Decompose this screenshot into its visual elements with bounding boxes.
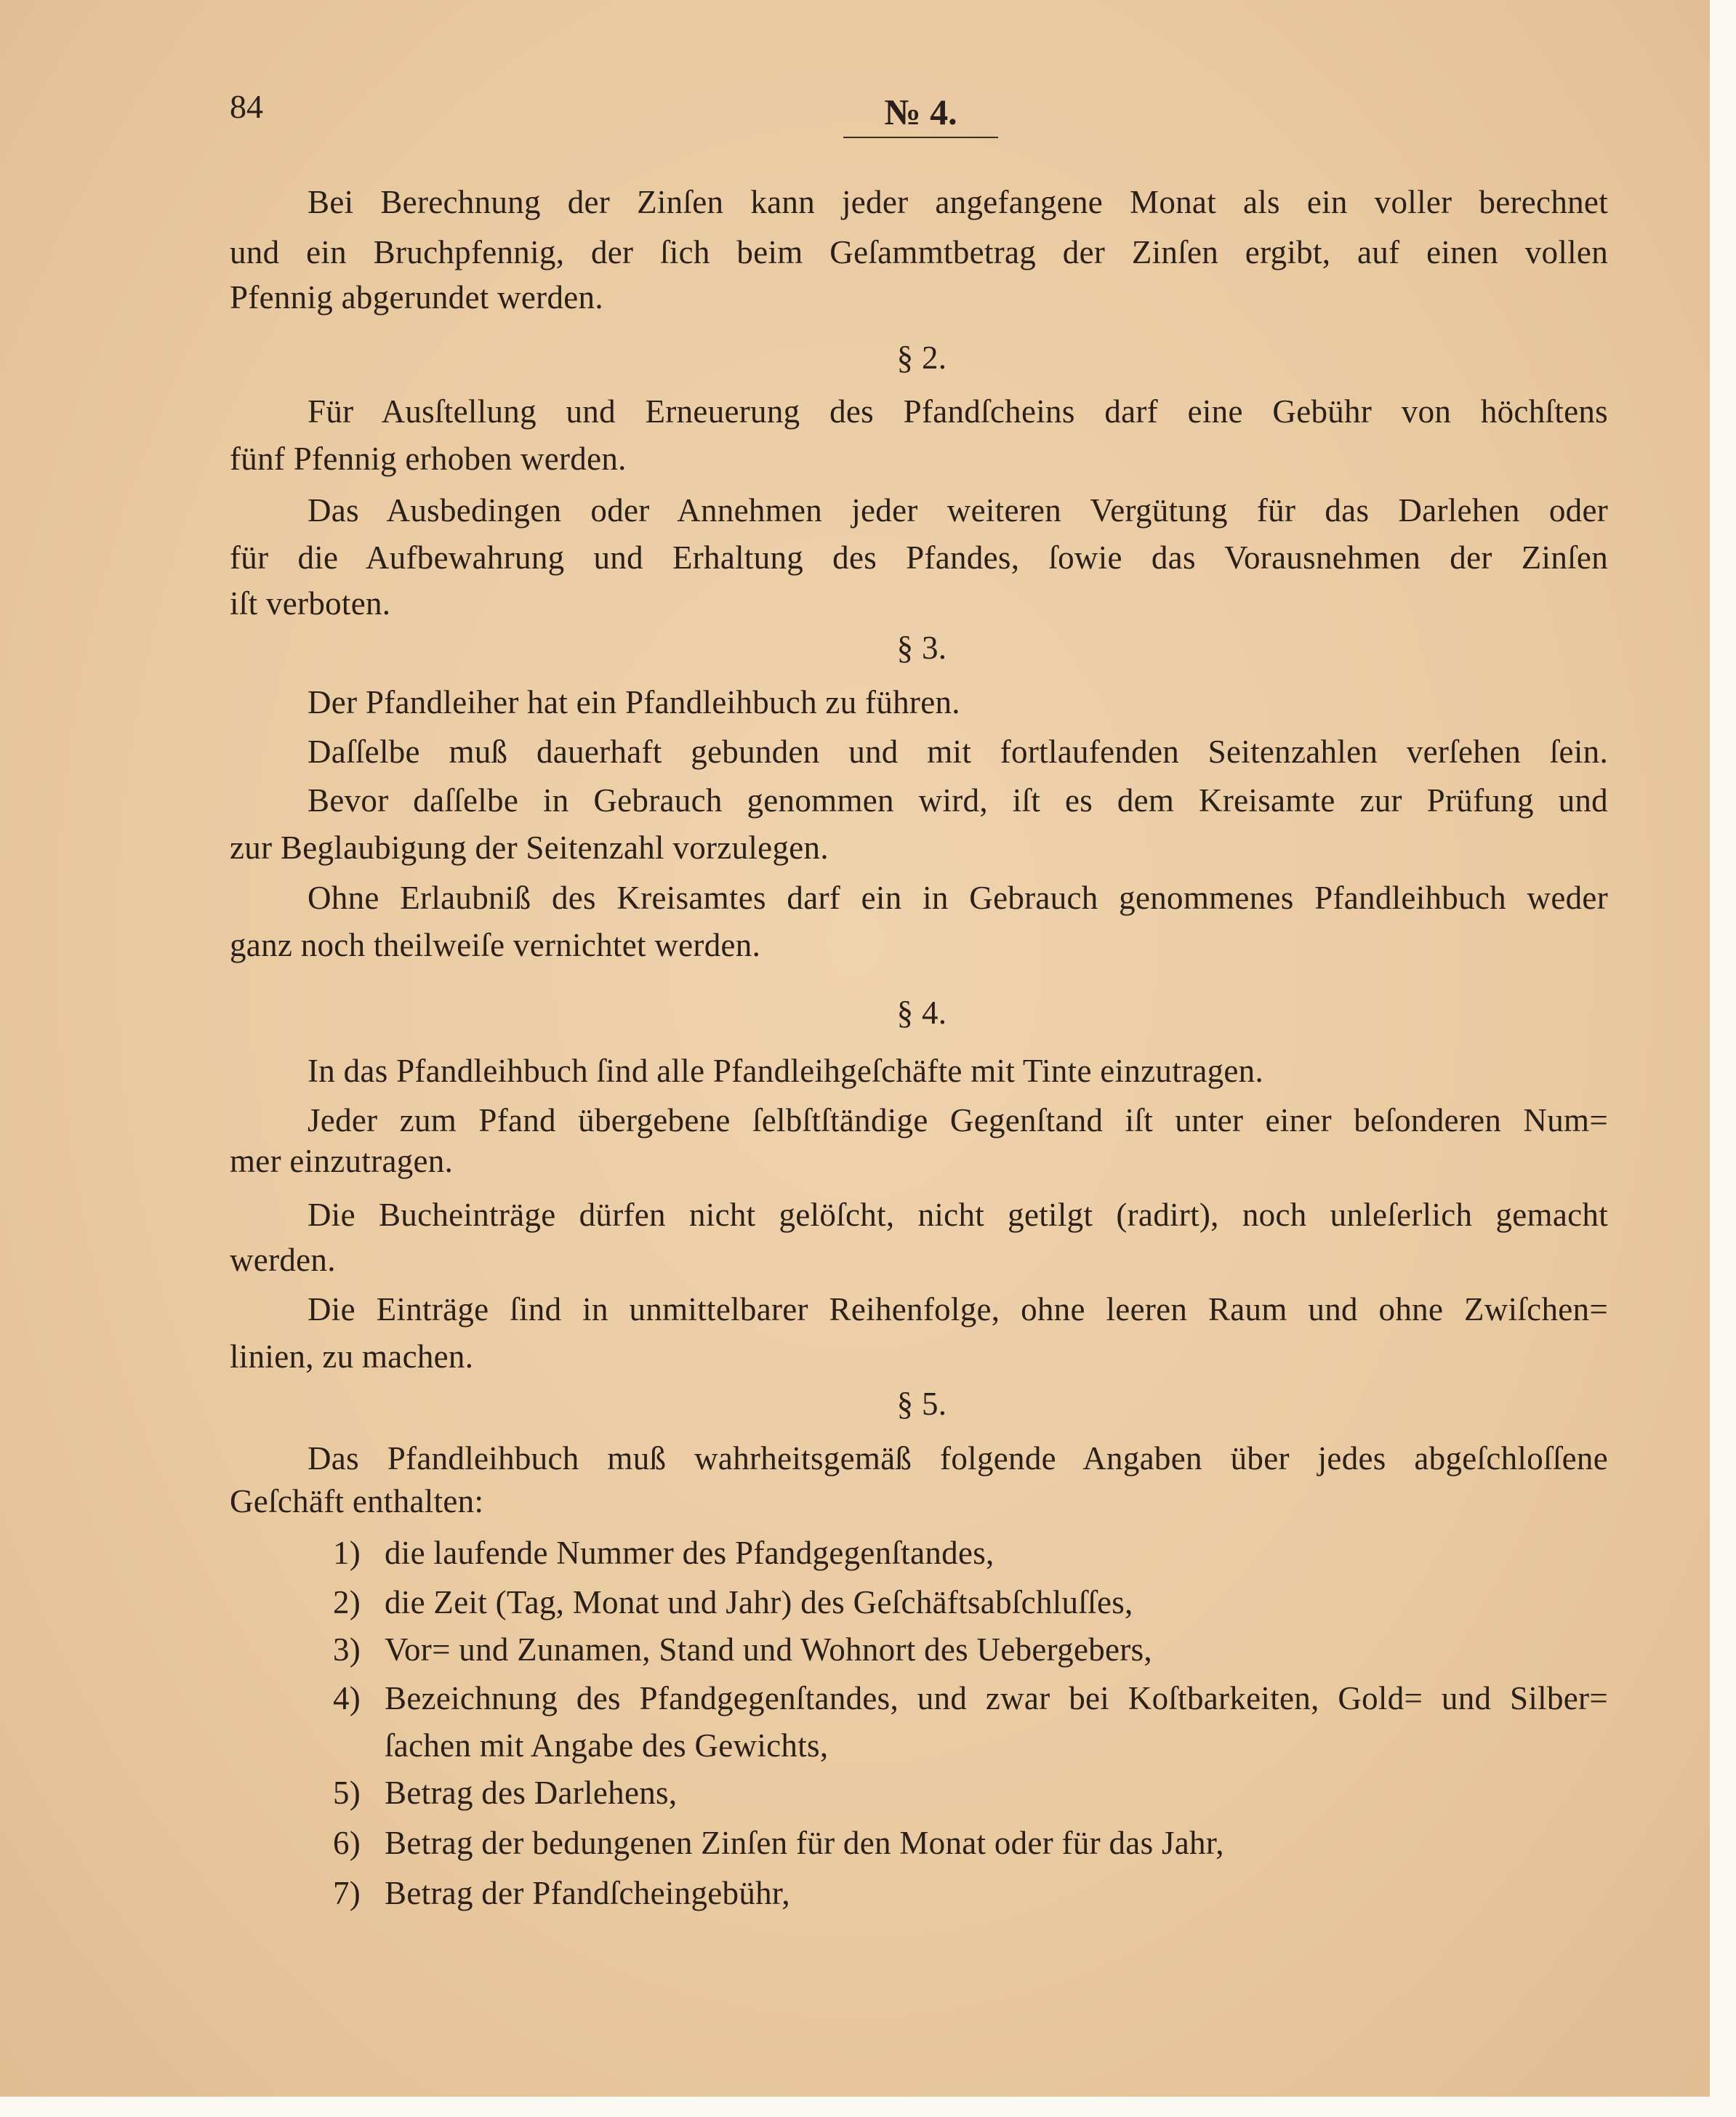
list-number: 2) (333, 1584, 361, 1620)
text-line: für die Aufbewahrung und Erhaltung des Pfandes, ſowie das Vorausnehmen der Zinſen (230, 539, 1608, 576)
text-line: Das Pfandleihbuch muß wahrheitsgemäß folgende Angaben über jedes abgeſchloſſene (308, 1440, 1608, 1477)
list-item-continuation: ſachen mit Angabe des Gewichts, (385, 1727, 829, 1764)
section-heading: § 2. (896, 340, 947, 376)
list-number: 4) (333, 1680, 361, 1716)
list-item: die laufende Nummer des Pfandgegenſtandes, (385, 1535, 994, 1571)
list-number: 5) (333, 1775, 361, 1811)
text-line: Pfennig abgerundet werden. (230, 279, 603, 316)
text-line: ganz noch theilweiſe vernichtet werden. (230, 927, 761, 963)
text-line: Die Einträge ſind in unmittelbarer Reihenfolge, ohne leeren Raum und ohne Zwiſchen= (308, 1291, 1608, 1327)
text-line: linien, zu machen. (230, 1338, 474, 1375)
section-heading: § 3. (896, 630, 947, 666)
text-line: Der Pfandleiher hat ein Pfandleihbuch zu führen. (308, 684, 960, 720)
text-line: iſt verboten. (230, 585, 391, 622)
text-line: Jeder zum Pfand übergebene ſelbſtſtändige Gegenſtand iſt unter einer beſonderen Num= (308, 1102, 1608, 1138)
list-item: Vor= und Zunamen, Stand und Wohnort des Uebergebers, (385, 1631, 1152, 1668)
list-item: Bezeichnung des Pfandgegenſtandes, und zwar bei Koſtbarkeiten, Gold= und Silber= (385, 1680, 1608, 1716)
list-item: Betrag der bedungenen Zinſen für den Monat oder für das Jahr, (385, 1825, 1224, 1861)
text-line: fünf Pfennig erhoben werden. (230, 441, 627, 477)
list-item: Betrag der Pfandſcheingebühr, (385, 1875, 790, 1911)
list-number: 6) (333, 1825, 361, 1861)
list-number: 1) (333, 1535, 361, 1571)
section-heading: § 5. (896, 1386, 947, 1422)
text-line: Bevor daſſelbe in Gebrauch genommen wird, iſt es dem Kreisamte zur Prüfung und (308, 782, 1608, 819)
text-line: Für Ausſtellung und Erneuerung des Pfandſcheins darf eine Gebühr von höchſtens (308, 393, 1608, 430)
text-line: werden. (230, 1242, 336, 1278)
text-line: Ohne Erlaubniß des Kreisamtes darf ein in Gebrauch genommenes Pfandleihbuch weder (308, 880, 1608, 916)
text-line: In das Pfandleihbuch ſind alle Pfandleihgeſchäfte mit Tinte einzutragen. (308, 1053, 1264, 1089)
text-line: Geſchäft enthalten: (230, 1483, 484, 1519)
list-number: 7) (333, 1875, 361, 1911)
section-heading: § 4. (896, 995, 947, 1031)
list-number: 3) (333, 1631, 361, 1668)
list-item: die Zeit (Tag, Monat und Jahr) des Geſchäftsabſchluſſes, (385, 1584, 1133, 1620)
text-line: Die Bucheinträge dürfen nicht gelöſcht, nicht getilgt (radirt), noch unleſerlich gemacht (308, 1197, 1608, 1233)
heading-underline (843, 137, 998, 138)
text-line: zur Beglaubigung der Seitenzahl vorzulegen. (230, 829, 829, 866)
list-item: Betrag des Darlehens, (385, 1775, 678, 1811)
text-line: mer einzutragen. (230, 1143, 454, 1179)
text-line: Bei Berechnung der Zinſen kann jeder angefangene Monat als ein voller berechnet (308, 184, 1608, 220)
text-line: Das Ausbedingen oder Annehmen jeder weiteren Vergütung für das Darlehen oder (308, 492, 1608, 529)
text-line: Daſſelbe muß dauerhaft gebunden und mit fortlaufenden Seitenzahlen verſehen ſein. (308, 734, 1608, 770)
page-number: 84 (230, 88, 263, 125)
text-line: und ein Bruchpfennig, der ſich beim Geſammtbetrag der Zinſen ergibt, auf einen vollen (230, 234, 1608, 270)
issue-heading: № 4. (884, 92, 957, 132)
